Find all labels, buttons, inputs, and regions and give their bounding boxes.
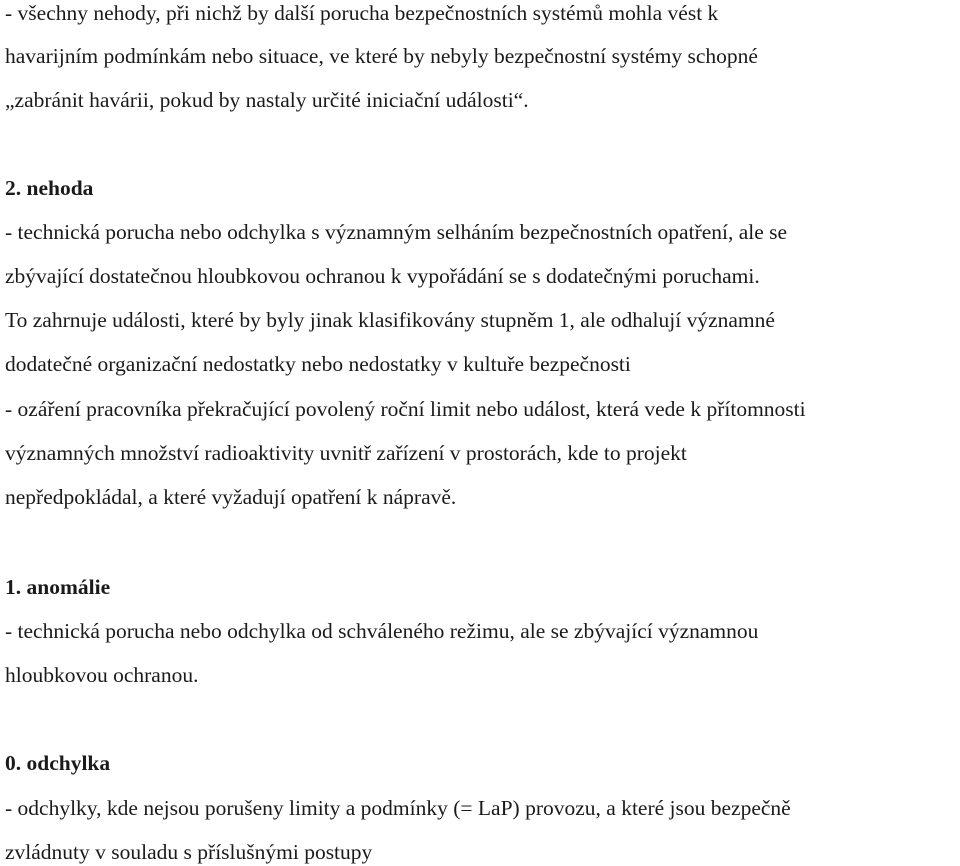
- nehoda-line: To zahrnuje události, které by byly jinak klasifikovány stupněm 1, ale odhalují významné: [5, 308, 775, 332]
- intro-line: „zabránit havárii, pokud by nastaly určité iniciační události“.: [5, 88, 529, 112]
- odchylka-line: - odchylky, kde nejsou porušeny limity a podmínky (= LaP) provozu, a které jsou bezpečně: [5, 796, 791, 820]
- anomalie-line: hloubkovou ochranou.: [5, 663, 199, 687]
- odchylka-line: zvládnuty v souladu s příslušnými postupy: [5, 840, 373, 864]
- intro-line: havarijním podmínkám nebo situace, ve které by nebyly bezpečnostní systémy schopné: [5, 44, 758, 68]
- nehoda-line: dodatečné organizační nedostatky nebo nedostatky v kultuře bezpečnosti: [5, 352, 631, 376]
- section-heading-nehoda: 2. nehoda: [5, 176, 94, 200]
- section-heading-anomalie: 1. anomálie: [5, 575, 111, 599]
- section-heading-odchylka: 0. odchylka: [5, 751, 111, 775]
- intro-line: - všechny nehody, při nichž by další porucha bezpečnostních systémů mohla vést k: [5, 1, 719, 25]
- nehoda-line: - ozáření pracovníka překračující povolený roční limit nebo událost, která vede k přítomnosti: [5, 397, 806, 421]
- nehoda-line: zbývající dostatečnou hloubkovou ochranou k vypořádání se s dodatečnými poruchami.: [5, 264, 760, 288]
- nehoda-line: - technická porucha nebo odchylka s významným selháním bezpečnostních opatření, ale se: [5, 220, 788, 244]
- nehoda-line: nepředpokládal, a které vyžadují opatření k nápravě.: [5, 485, 457, 509]
- anomalie-line: - technická porucha nebo odchylka od schváleného režimu, ale se zbývající významnou: [5, 619, 759, 643]
- nehoda-line: významných množství radioaktivity uvnitř zařízení v prostorách, kde to projekt: [5, 441, 687, 465]
